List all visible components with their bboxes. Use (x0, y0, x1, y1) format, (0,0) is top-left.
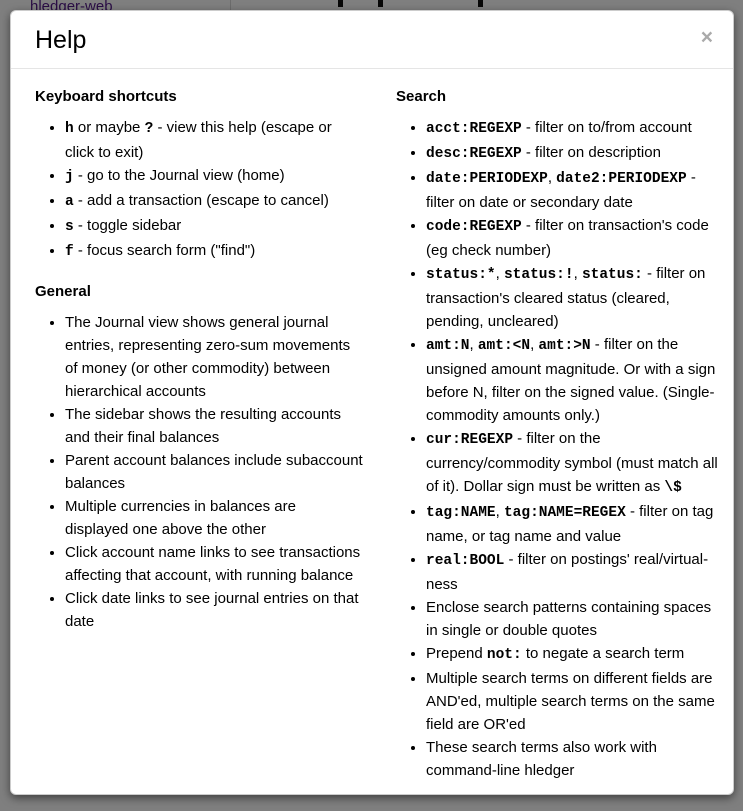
help-item: • desc:REGEXP - filter on description (426, 141, 718, 166)
code-term: status:! (503, 267, 574, 283)
code-term: amt:N (426, 338, 470, 354)
code-term: status:* (426, 267, 496, 283)
modal-body (11, 69, 733, 795)
help-item: • Parent account balances include subaccount balances (65, 449, 363, 495)
help-item: • a - add a transaction (escape to cancel) (65, 189, 363, 214)
code-term: amt:<N (477, 338, 531, 354)
help-item: • These search terms also work with command-line hledger (426, 736, 718, 782)
help-item: • Click date links to see journal entries on that date (65, 587, 363, 633)
help-item: • date:PERIODEXP, date2:PERIODEXP - filter on date or secondary date (426, 166, 718, 214)
close-button[interactable] (697, 25, 717, 50)
code-term: tag:NAME=REGEX (503, 505, 626, 521)
help-item: • Enclose search patterns containing spaces in single or double quotes (426, 596, 718, 642)
help-modal (10, 10, 734, 795)
code-term: code:REGEXP (426, 219, 522, 235)
code-term: status: (581, 267, 643, 283)
code-term: real:BOOL (426, 553, 505, 569)
help-item: • Prepend not: to negate a search term (426, 642, 718, 667)
help-item: • Click account name links to see transactions affecting that account, with running balance (65, 541, 363, 587)
help-item: • acct:REGEXP - filter on to/from account (426, 116, 718, 141)
help-item: • The sidebar shows the resulting accounts and their final balances (65, 403, 363, 449)
help-item: • Multiple search terms on different fields are AND'ed, multiple search terms on the same field are OR'ed (426, 667, 718, 736)
help-item: • tag:NAME, tag:NAME=REGEX - filter on tag name, or tag name and value (426, 500, 718, 548)
code-term: not: (486, 647, 522, 663)
help-item: • f - focus search form ("find") (65, 239, 363, 264)
code-term: \$ (664, 480, 682, 496)
help-item: • amt:N, amt:<N, amt:>N - filter on the unsigned amount magnitude. Or with a sign before N, filter on the signed value. (Single-commodity amounts only.) (426, 333, 718, 427)
modal-title: Help (35, 26, 87, 54)
help-item: • j - go to the Journal view (home) (65, 164, 363, 189)
help-item: • Multiple currencies in balances are displayed one above the other (65, 495, 363, 541)
help-item: • real:BOOL - filter on postings' real/virtual-ness (426, 548, 718, 596)
help-item: • The Journal view shows general journal entries, representing zero-sum movements of money (or other commodity) between hierarchical accounts (65, 311, 363, 403)
code-term: h (65, 121, 74, 137)
help-item: • status:*, status:!, status: - filter on transaction's cleared status (cleared, pending, uncleared) (426, 262, 718, 333)
code-term: desc:REGEXP (426, 146, 522, 162)
code-term: a (65, 194, 74, 210)
help-item: • s - toggle sidebar (65, 214, 363, 239)
code-term: date:PERIODEXP (426, 171, 548, 187)
code-term: date2:PERIODEXP (556, 171, 687, 187)
modal-header (11, 11, 733, 69)
code-term: acct:REGEXP (426, 121, 522, 137)
section-heading: General (35, 283, 91, 300)
code-term: ? (144, 121, 154, 137)
help-list (396, 116, 718, 782)
close-icon: × (700, 26, 713, 49)
help-column-right (383, 87, 718, 792)
help-item: • h or maybe ? - view this help (escape or click to exit) (65, 116, 363, 164)
help-item: • cur:REGEXP - filter on the currency/commodity symbol (must match all of it). Dollar sign must be written as \$ (426, 427, 718, 500)
section-heading: Keyboard shortcuts (35, 88, 177, 105)
help-item: • code:REGEXP - filter on transaction's code (eg check number) (426, 214, 718, 262)
code-term: cur:REGEXP (426, 432, 514, 448)
code-term: tag:NAME (426, 505, 496, 521)
help-list (35, 116, 363, 264)
code-term: f (65, 244, 74, 260)
help-list (35, 311, 363, 633)
code-term: amt:>N (538, 338, 591, 354)
code-term: j (65, 169, 74, 185)
section-heading: Search (396, 88, 447, 105)
help-column-left (35, 87, 383, 792)
code-term: s (65, 219, 74, 235)
